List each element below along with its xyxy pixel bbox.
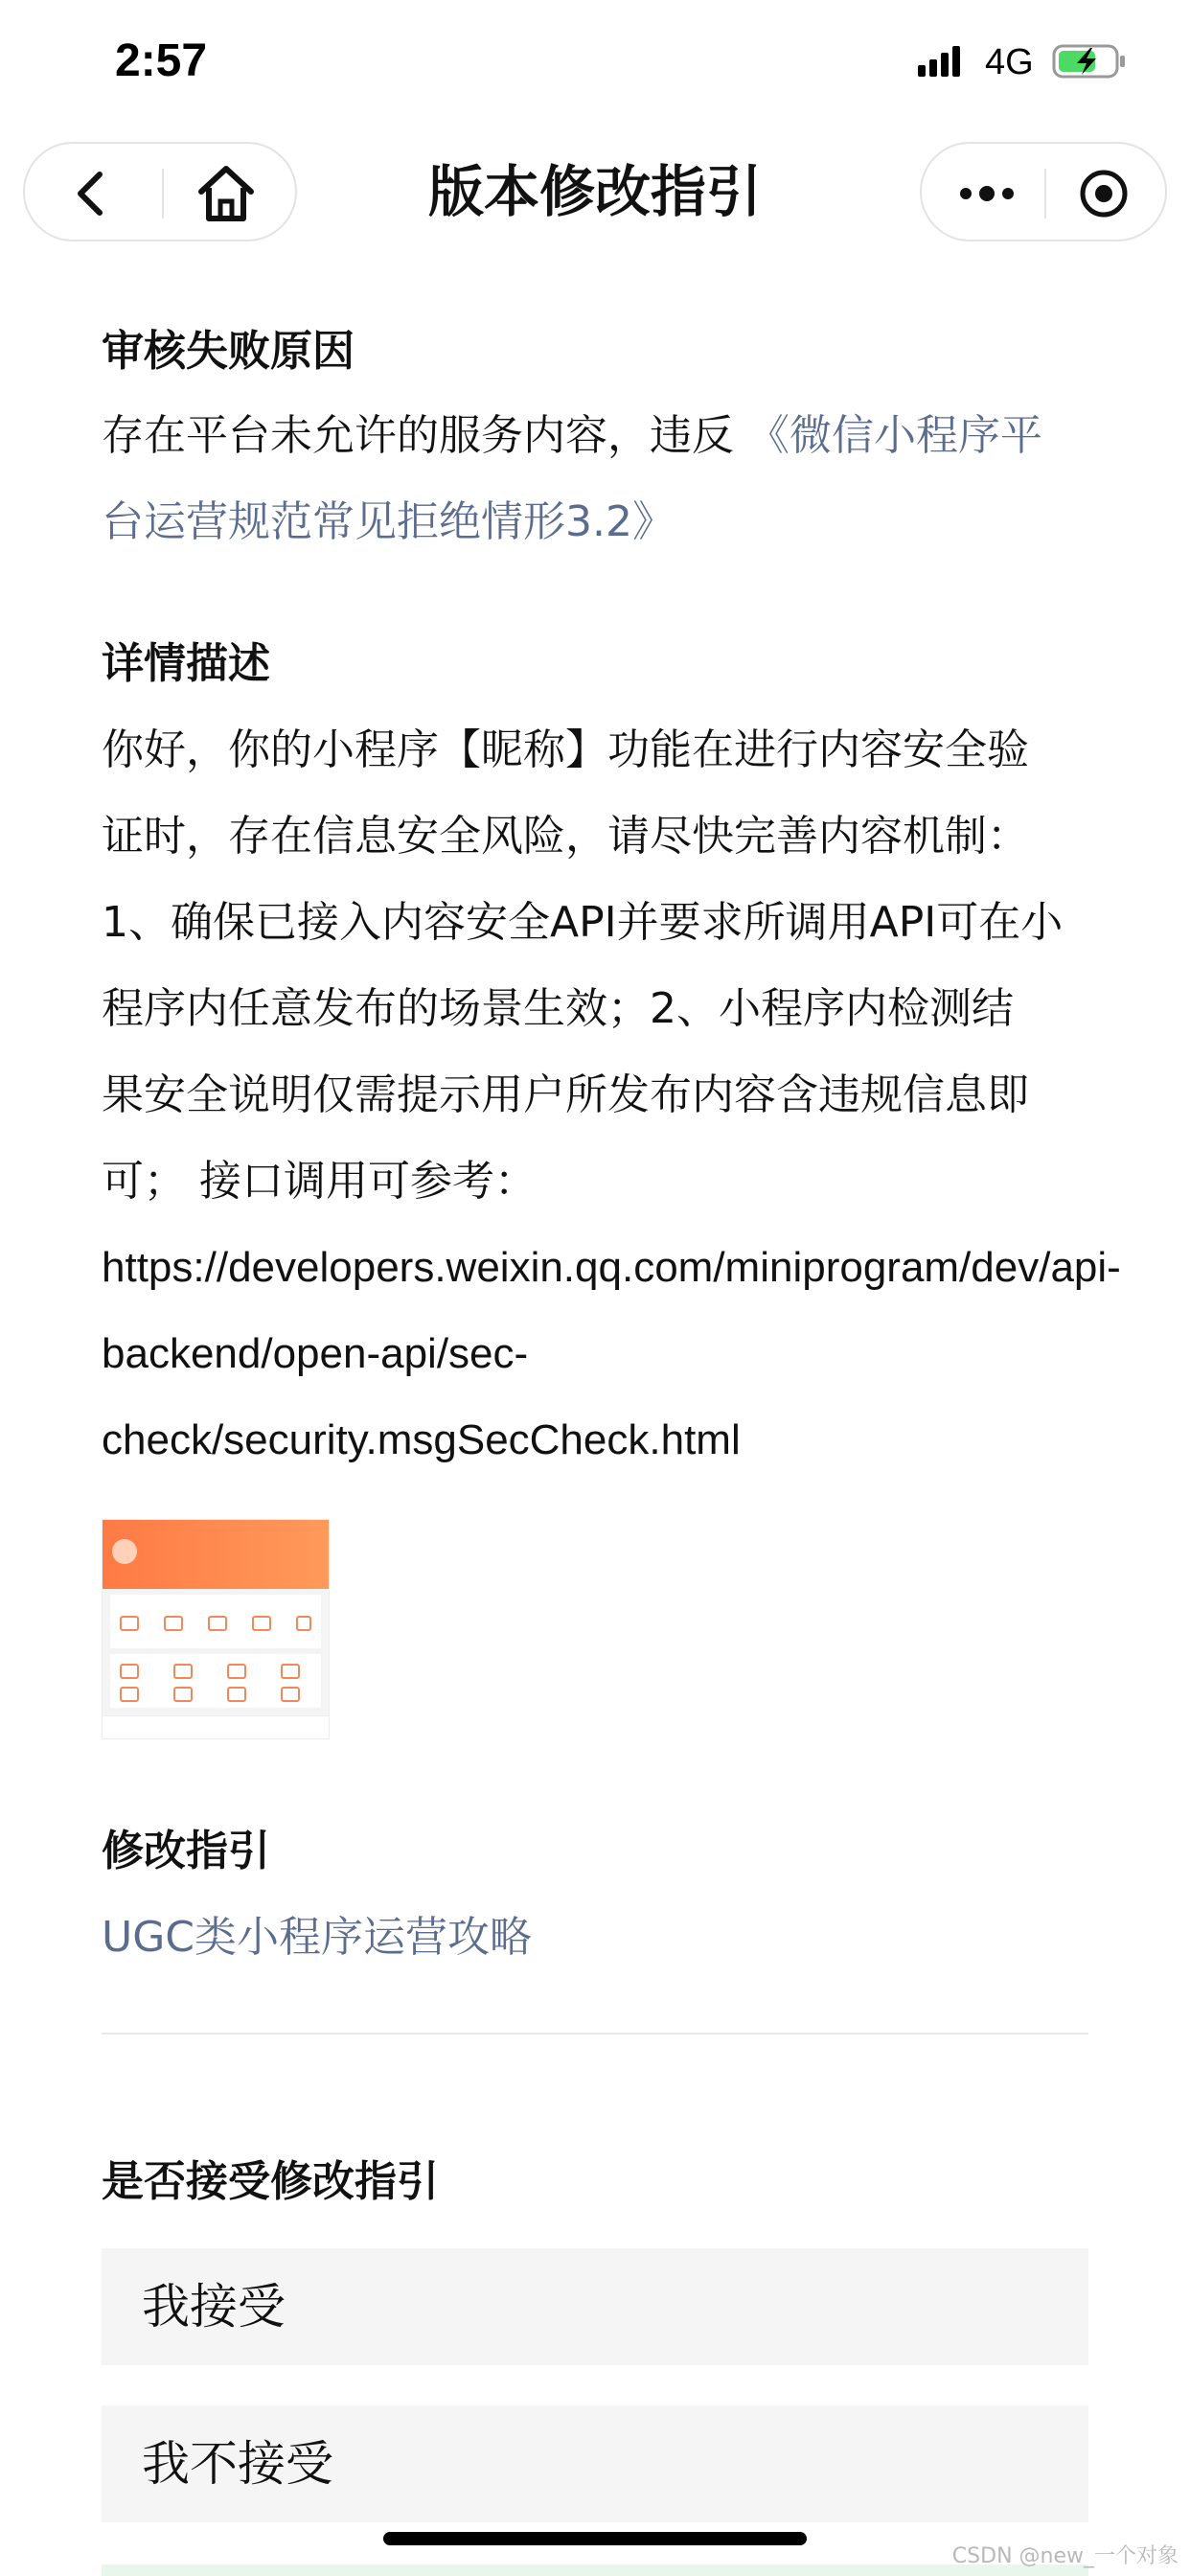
guide-heading: 修改指引 bbox=[102, 1827, 270, 1875]
api-url-line: backend/open-api/sec- bbox=[102, 1330, 529, 1377]
detail-line: 你好，你的小程序【昵称】功能在进行内容安全验 bbox=[102, 725, 1029, 774]
policy-link-continued[interactable]: 台运营规范常见拒绝情形3.2》 bbox=[102, 497, 675, 546]
status-bar bbox=[0, 0, 1190, 134]
review-reason-text: 存在平台未允许的服务内容，违反 bbox=[102, 411, 747, 460]
policy-link[interactable]: 《微信小程序平 bbox=[747, 411, 1042, 460]
bottom-panel-edge bbox=[102, 2564, 1088, 2576]
review-reason bbox=[102, 393, 1098, 565]
accept-heading: 是否接受修改指引 bbox=[102, 2157, 439, 2206]
network-type: 4G bbox=[985, 42, 1034, 82]
detail-line: 可； 接口调用可参考： bbox=[102, 1157, 537, 1206]
reject-option[interactable]: 我不接受 bbox=[102, 2405, 1088, 2522]
thumbnail-avatar bbox=[112, 1539, 137, 1564]
chevron-left-icon[interactable] bbox=[63, 165, 121, 222]
detail-heading: 详情描述 bbox=[102, 639, 270, 688]
thumbnail-tabbar bbox=[103, 1715, 329, 1739]
page-title: 版本修改指引 bbox=[427, 159, 762, 224]
capsule-divider bbox=[162, 169, 164, 218]
watermark: CSDN @new_一个对象 bbox=[951, 2544, 1179, 2568]
api-url-line: https://developers.weixin.qq.com/miniprogram/dev/api- bbox=[102, 1244, 1121, 1291]
signal-icon bbox=[918, 44, 968, 79]
detail-line: 果安全说明仅需提示用户所发布内容含违规信息即 bbox=[102, 1070, 1029, 1119]
detail-line: 程序内任意发布的场景生效；2、小程序内检测结 bbox=[102, 984, 1014, 1033]
accept-option[interactable]: 我接受 bbox=[102, 2248, 1088, 2365]
thumbnail-card bbox=[110, 1654, 321, 1708]
home-indicator bbox=[383, 2532, 807, 2545]
review-heading: 审核失败原因 bbox=[102, 327, 355, 376]
detail-line: 1、确保已接入内容安全API并要求所调用API可在小 bbox=[102, 898, 1064, 947]
nav-left-capsule bbox=[23, 142, 297, 242]
detail-description bbox=[102, 707, 1121, 1484]
thumbnail-card bbox=[110, 1595, 321, 1648]
screenshot-thumbnail[interactable] bbox=[102, 1519, 330, 1739]
ugc-guide-link[interactable]: UGC类小程序运营攻略 bbox=[102, 1913, 533, 1962]
capsule-divider bbox=[1044, 169, 1046, 218]
divider bbox=[102, 2033, 1088, 2035]
api-url-line: check/security.msgSecCheck.html bbox=[102, 1416, 741, 1463]
target-icon[interactable] bbox=[1075, 165, 1133, 222]
status-time: 2:57 bbox=[115, 35, 208, 86]
nav-right-capsule bbox=[920, 142, 1167, 242]
home-icon[interactable] bbox=[194, 161, 259, 226]
nav-bar bbox=[0, 142, 1190, 245]
more-dots-icon[interactable] bbox=[950, 165, 1023, 222]
detail-line: 证时，存在信息安全风险，请尽快完善内容机制： bbox=[102, 812, 1029, 861]
battery-charging-icon bbox=[1052, 42, 1129, 80]
